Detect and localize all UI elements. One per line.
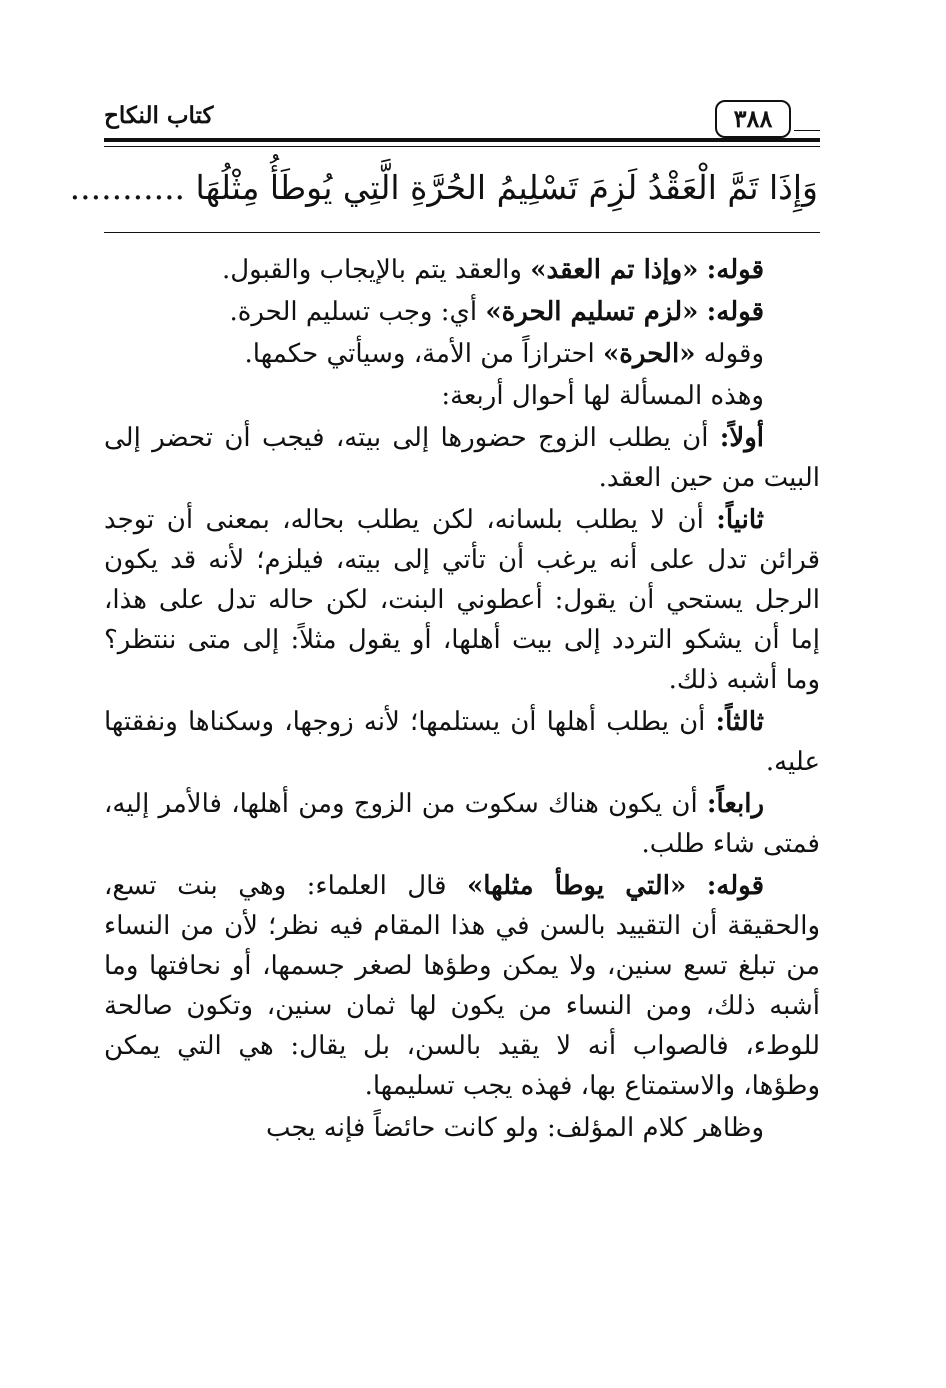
paragraph-lead: قوله: <box>706 871 765 901</box>
matn-text <box>69 160 818 216</box>
header-rule-thin <box>104 146 820 147</box>
paragraph-text: وهذه المسألة لها أحوال أربعة: <box>441 381 764 411</box>
header-rule-thick <box>104 138 820 142</box>
paragraph-text: أن لا يطلب بلسانه، لكن يطلب بحاله، بمعنى أن توجد قرائن تدل على أنه يرغب أن تأتي إلى بيته، فيلزم؛ لأنه قد يكون الرجل يستحي أن يقول: أعطوني البنت، لكن حاله تدل على هذا، إما أن يشكو التردد إلى بيت أهلها، أو يقول مثلاً: إلى متى ننتظر؟ وما أشبه ذلك. <box>104 505 820 695</box>
paragraph-text: احترازاً من الأمة، وسيأتي حكمها. <box>244 339 604 369</box>
paragraph <box>104 1108 820 1148</box>
paragraph-text: قال العلماء: وهي بنت تسع، والحقيقة أن التقييد بالسن في هذا المقام فيه نظر؛ لأن من النساء من تبلغ تسع سنين، ولا يمكن وطؤها لصغر جسمها، أو نحافتها وما أشبه ذلك، ومن النساء من يكون لها ثمان سنين، وتكون صالحة للوطء، فالصواب أنه لا يقيد بالسن، بل يقال: هي التي يمكن وطؤها، والاستمتاع بها، فهذه يجب تسليمها. <box>104 871 820 1101</box>
paragraph-quote: «التي يوطأ مثلها» <box>466 871 687 901</box>
paragraph-text: أن يطلب الزوج حضورها إلى بيته، فيجب أن تحضر إلى البيت من حين العقد. <box>104 423 820 493</box>
paragraph <box>104 376 820 416</box>
paragraph <box>104 250 820 290</box>
paragraph-text: أن يكون هناك سكوت من الزوج ومن أهلها، فالأمر إليه، فمتى شاء طلب. <box>104 789 820 859</box>
paragraph-lead: ثالثاً: <box>715 707 764 737</box>
paragraph-text: أن يطلب أهلها أن يستلمها؛ لأنه زوجها، وسكناها ونفقتها عليه. <box>104 707 820 777</box>
paragraph-lead: ثانياً: <box>716 505 764 535</box>
matn-sentence: وَإِذَا تَمَّ الْعَقْدُ لَزِمَ تَسْلِيمُ الحُرَّةِ الَّتِي يُوطَأُ مِثْلُهَا <box>195 168 818 207</box>
commentary-body <box>104 250 820 1150</box>
paragraph <box>104 866 820 1106</box>
paragraph <box>104 334 820 374</box>
paragraph-lead: أولاً: <box>719 423 764 453</box>
paragraph <box>104 702 820 782</box>
paragraph-text: أي: وجب تسليم الحرة. <box>229 297 486 327</box>
paragraph-quote: «الحرة» <box>603 339 696 369</box>
paragraph-quote: «لزم تسليم الحرة» <box>485 297 699 327</box>
page-header <box>104 100 820 144</box>
page-number: ٣٨٨ <box>715 100 791 138</box>
paragraph <box>104 784 820 864</box>
paragraph-lead: وقوله <box>703 339 764 369</box>
paragraph-lead: قوله: <box>706 297 764 327</box>
paragraph-text: والعقد يتم بالإيجاب والقبول. <box>222 255 531 285</box>
paragraph-text: وظاهر كلام المؤلف: ولو كانت حائضاً فإنه يجب <box>265 1113 764 1143</box>
header-rule-short <box>794 130 820 131</box>
paragraph <box>104 292 820 332</box>
book-title: كتاب النكاح <box>104 102 214 129</box>
matn-separator <box>104 232 820 233</box>
paragraph-quote: «وإذا تم العقد» <box>530 255 699 285</box>
paragraph-lead: رابعاً: <box>706 789 764 819</box>
paragraph <box>104 500 820 700</box>
matn-dots: ........... <box>69 168 186 207</box>
paragraph-lead: قوله: <box>706 255 764 285</box>
paragraph <box>104 418 820 498</box>
